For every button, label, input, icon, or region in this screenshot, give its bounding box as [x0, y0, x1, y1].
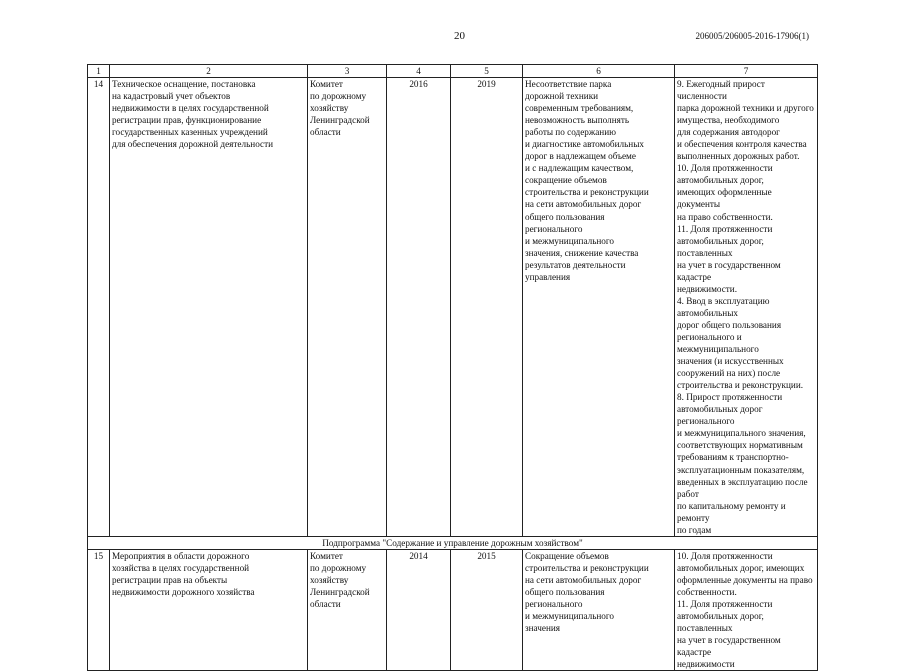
executor-cell: Комитет по дорожному хозяйству Ленинградской области	[308, 78, 387, 537]
indicators-cell: 9. Ежегодный прирост численности парка дорожной техники и другого имущества, необходимого для содержания автодорог и обеспечения контроля качества выполненных дорожных работ. 10. Доля протяженности автомобильных дорог, имеющих оформленные документы на право собственности. 11. Доля протяженности автомобильных дорог, поставленных на учет в государственном кадастре недвижимости. 4. Ввод в эксплуатацию автомобильных дорог общего пользования регионального и межмуниципального значения (и искусственных сооружений на них) после строительства и реконструкции. 8. Прирост протяженности автомобильных дорог регионального и межмуниципального значения, соответствующих нормативным требованиям к транспортно- эксплуатационным показателям, введенных в эксплуатацию после работ по капитальному ремонту и ремонту по годам	[675, 78, 818, 537]
row-number: 14	[88, 78, 110, 537]
column-header: 1	[88, 65, 110, 78]
page-number: 20	[454, 30, 465, 42]
start-year-cell: 2016	[387, 78, 451, 537]
consequences-cell: Сокращение объемов строительства и реконструкции на сети автомобильных дорог общего пользования регионального и межмуниципального значения	[523, 549, 675, 670]
subprogram-title: Подпрограмма "Содержание и управление дорожным хозяйством"	[88, 536, 818, 549]
column-header: 5	[451, 65, 523, 78]
table-row	[88, 549, 818, 670]
document-code: 206005/206005-2016-17906(1)	[695, 31, 809, 41]
activity-cell: Техническое оснащение, постановка на кадастровый учет объектов недвижимости в целях государственной регистрации прав, функционирование государственных казенных учреждений для обеспечения дорожной деятельности	[110, 78, 308, 537]
activity-cell: Мероприятия в области дорожного хозяйства в целях государственной регистрации прав на объекты недвижимости дорожного хозяйства	[110, 549, 308, 670]
row-number: 15	[88, 549, 110, 670]
column-header: 3	[308, 65, 387, 78]
table-row	[88, 78, 818, 537]
column-header: 6	[523, 65, 675, 78]
column-header: 4	[387, 65, 451, 78]
start-year-cell: 2014	[387, 549, 451, 670]
column-header: 2	[110, 65, 308, 78]
consequences-cell: Несоответствие парка дорожной техники современным требованиям, невозможность выполнять работы по содержанию и диагностике автомобильных дорог в надлежащем объеме и с надлежащим качеством, сокращение объемов строительства и реконструкции на сети автомобильных дорог общего пользования регионального и межмуниципального значения, снижение качества результатов деятельности управления	[523, 78, 675, 537]
table-header-row	[88, 65, 818, 78]
subprogram-row	[88, 536, 818, 549]
end-year-cell: 2015	[451, 549, 523, 670]
indicators-cell: 10. Доля протяженности автомобильных дорог, имеющих оформленные документы на право собственности. 11. Доля протяженности автомобильных дорог, поставленных на учет в государственном кадастре недвижимости	[675, 549, 818, 670]
end-year-cell: 2019	[451, 78, 523, 537]
column-header: 7	[675, 65, 818, 78]
executor-cell: Комитет по дорожному хозяйству Ленинградской области	[308, 549, 387, 670]
program-table	[87, 64, 818, 671]
